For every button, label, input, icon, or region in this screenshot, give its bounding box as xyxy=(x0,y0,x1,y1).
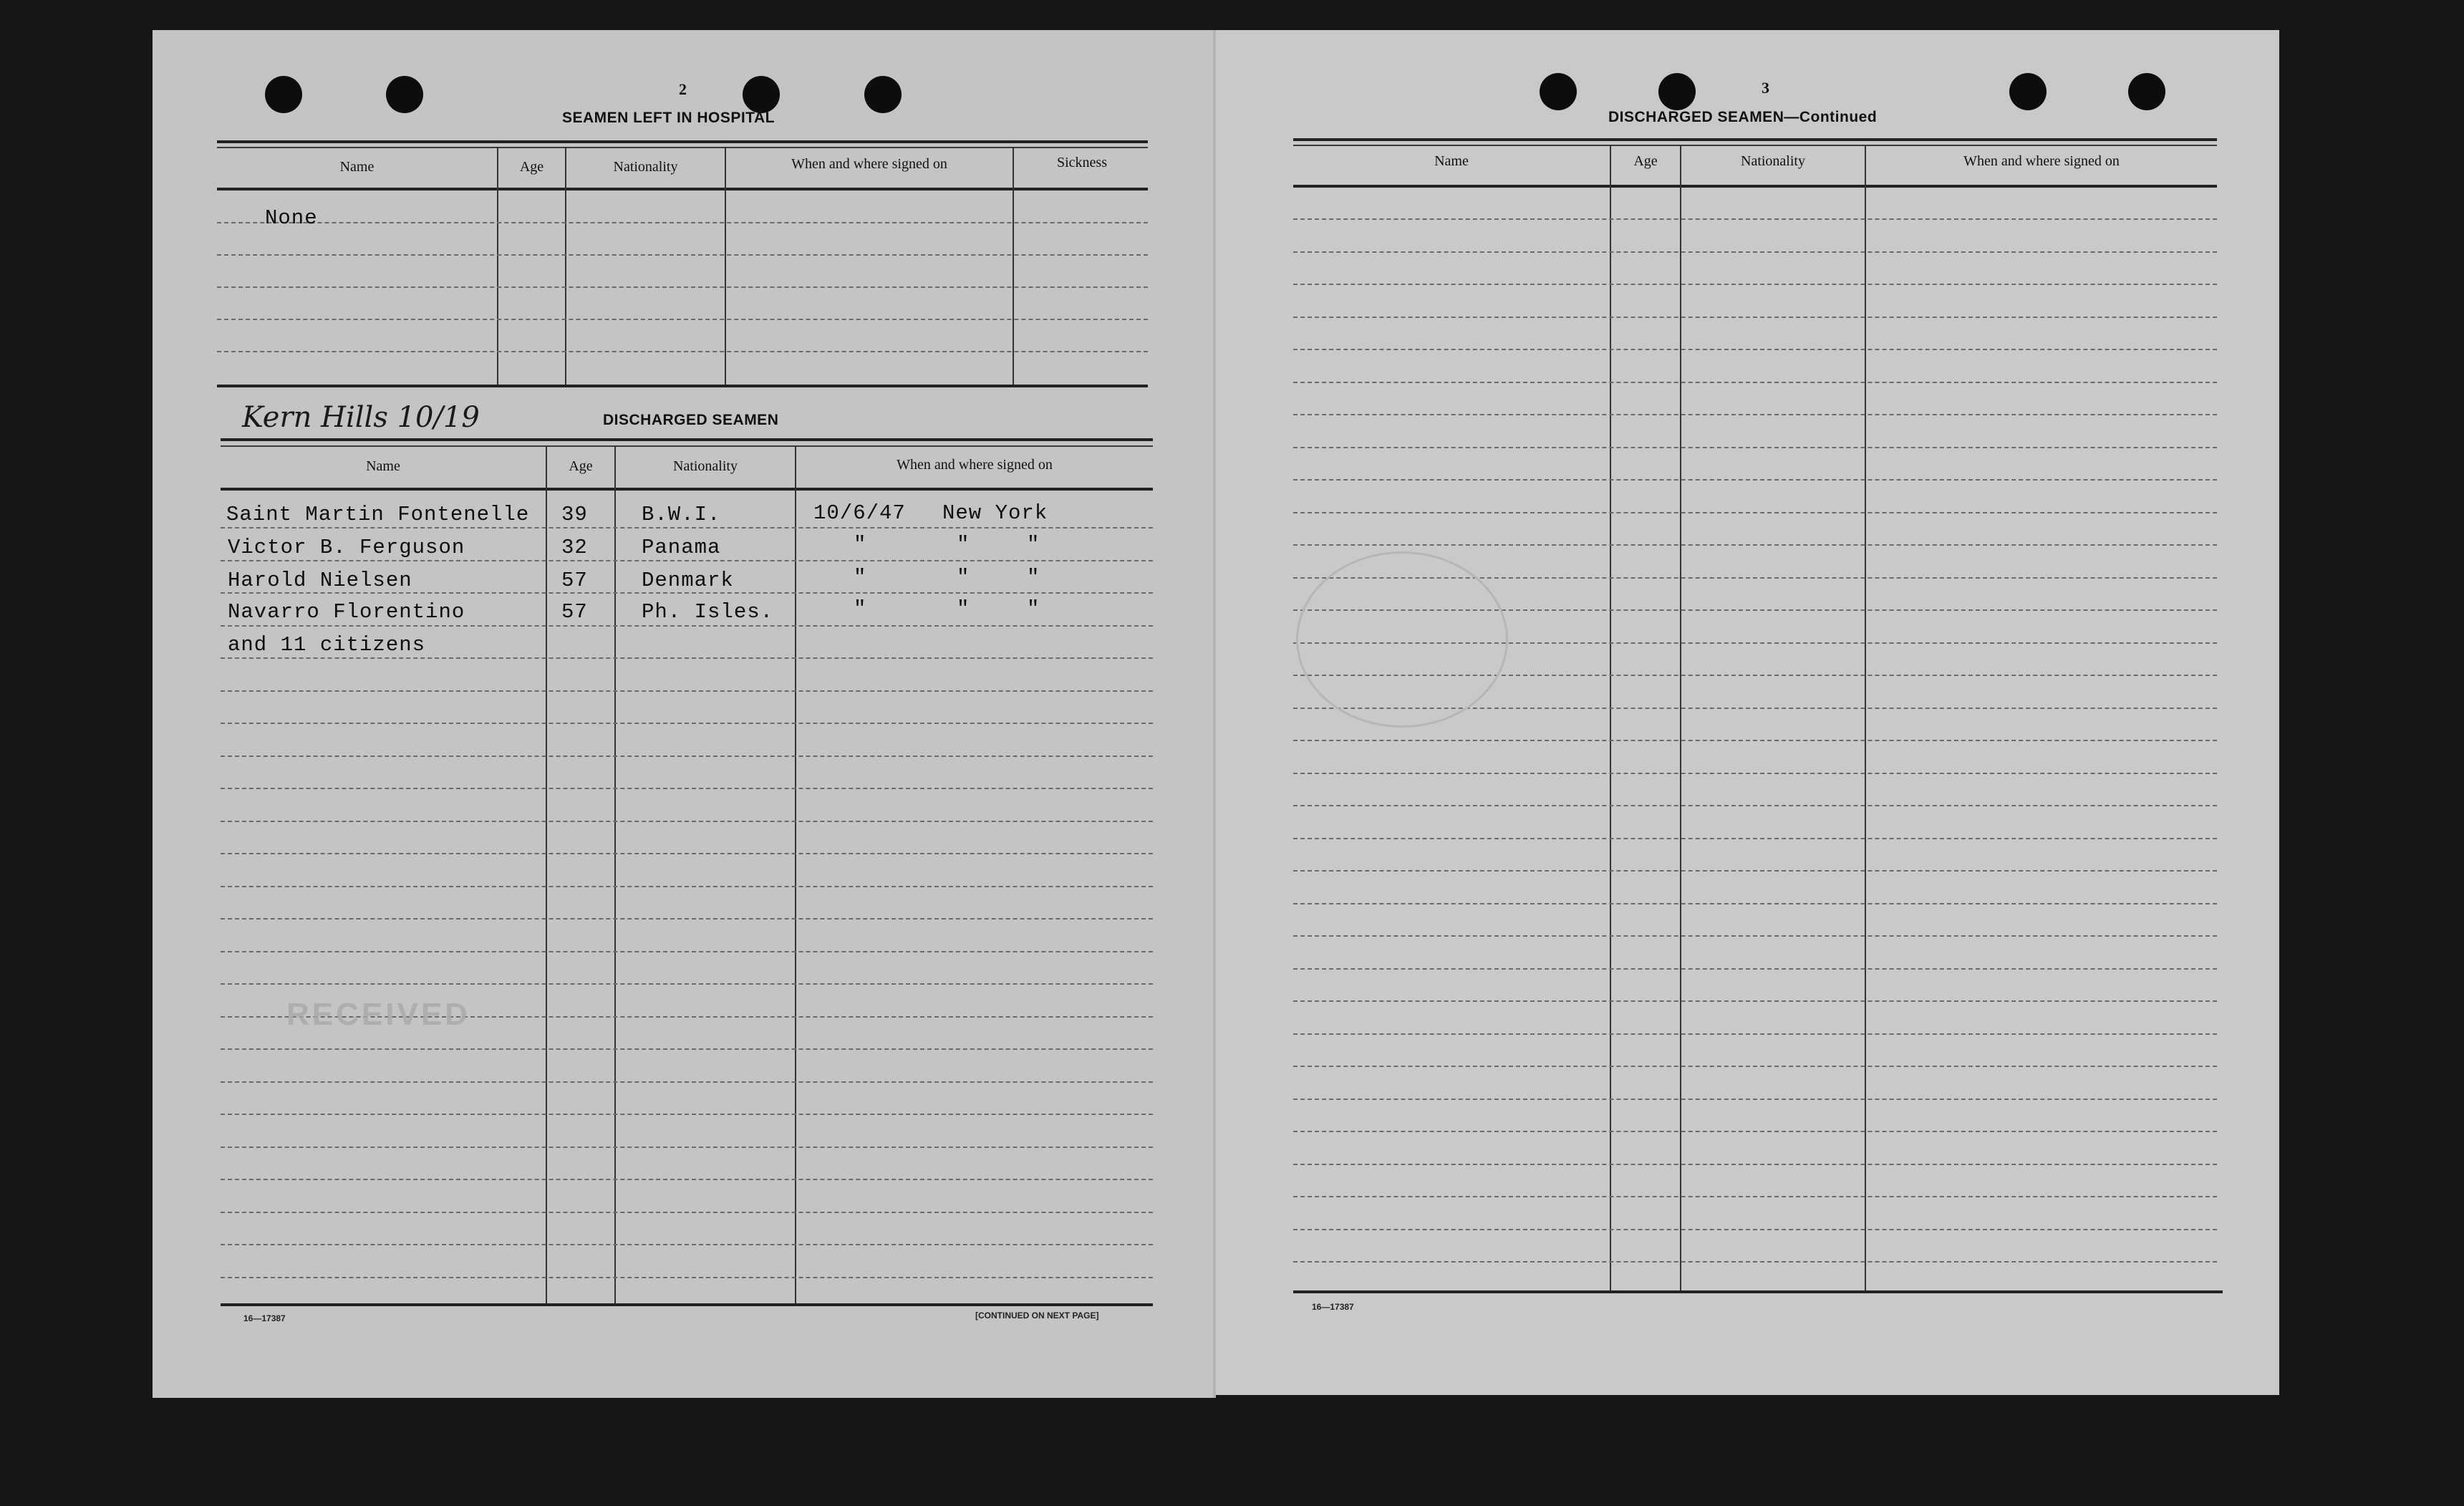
ruled-line xyxy=(221,918,1153,919)
ruled-line xyxy=(221,625,1153,627)
ruled-line xyxy=(1293,512,2217,513)
ruled-line xyxy=(1293,349,2217,350)
ruled-line xyxy=(1293,218,2217,220)
ruled-line xyxy=(221,756,1153,757)
ruled-line xyxy=(1293,1164,2217,1165)
col-header-name: Name xyxy=(1434,153,1469,169)
col-header-nationality: Nationality xyxy=(1741,153,1805,169)
punch-hole xyxy=(1540,73,1577,110)
col-header-signed-on: When and where signed on xyxy=(791,156,947,172)
punch-hole xyxy=(386,76,423,113)
ruled-line xyxy=(221,1212,1153,1213)
col-header-sickness: Sickness xyxy=(1057,155,1107,170)
table-row: Harold Nielsen xyxy=(228,569,412,592)
handwritten-annotation: Kern Hills 10/19 xyxy=(242,401,480,434)
ruled-line xyxy=(1293,838,2217,839)
ruled-line xyxy=(1293,935,2217,937)
ruled-line xyxy=(1293,414,2217,415)
left-page xyxy=(153,30,1214,1398)
ruled-line xyxy=(221,657,1153,659)
table-row: " xyxy=(957,566,970,589)
ruled-line xyxy=(1293,1261,2217,1263)
ruled-line xyxy=(1293,1099,2217,1100)
page-number: 3 xyxy=(1762,79,1769,97)
col-header-age: Age xyxy=(1633,153,1658,169)
ruled-line xyxy=(221,560,1153,561)
discharged-continued-title: DISCHARGED SEAMEN—Continued xyxy=(1608,109,1878,125)
table-row: Victor B. Ferguson xyxy=(228,536,465,559)
form-number: 16—17387 xyxy=(1312,1302,1354,1312)
ruled-line xyxy=(221,951,1153,952)
ruled-line xyxy=(1293,1131,2217,1132)
ruled-line xyxy=(1293,317,2217,318)
ruled-line xyxy=(1293,1000,2217,1002)
col-header-nationality: Nationality xyxy=(613,159,678,175)
ruled-line xyxy=(221,886,1153,887)
hospital-entry-none: None xyxy=(265,206,318,230)
punch-hole xyxy=(2009,73,2047,110)
col-header-signed-on: When and where signed on xyxy=(1963,153,2120,169)
table-row: Ph. Isles. xyxy=(642,600,774,624)
ruled-line xyxy=(1293,870,2217,872)
table-row: Denmark xyxy=(642,569,734,592)
ruled-line xyxy=(221,1277,1153,1278)
form-number: 16—17387 xyxy=(243,1313,286,1323)
col-header-nationality: Nationality xyxy=(673,458,738,474)
col-header-age: Age xyxy=(569,458,593,474)
ruled-line xyxy=(1293,544,2217,546)
ruled-line xyxy=(1293,805,2217,806)
ruled-line xyxy=(221,1048,1153,1050)
ruled-line xyxy=(1293,903,2217,904)
page-fold xyxy=(1213,30,1216,1398)
ruled-line xyxy=(1293,968,2217,970)
ruled-line xyxy=(1293,382,2217,383)
ruled-line xyxy=(221,1114,1153,1115)
table-row: " xyxy=(1027,533,1040,556)
col-header-age: Age xyxy=(519,159,544,175)
punch-hole xyxy=(265,76,302,113)
table-row: " xyxy=(854,597,867,621)
ruled-line xyxy=(1293,773,2217,774)
punch-hole xyxy=(864,76,902,113)
page-number: 2 xyxy=(679,80,687,98)
ruled-line xyxy=(221,1081,1153,1083)
table-row: 10/6/47 xyxy=(813,501,906,525)
hospital-section-title: SEAMEN LEFT IN HOSPITAL xyxy=(562,110,775,126)
ruled-line xyxy=(1293,447,2217,448)
ruled-line xyxy=(1293,1196,2217,1197)
table-row: " xyxy=(957,533,970,556)
table-row: Navarro Florentino xyxy=(228,600,465,624)
continued-note: [CONTINUED ON NEXT PAGE] xyxy=(975,1310,1099,1321)
col-header-name: Name xyxy=(339,159,375,175)
ruled-line xyxy=(1293,1033,2217,1035)
ruled-line xyxy=(1293,1066,2217,1067)
ruled-line xyxy=(1293,1229,2217,1230)
ruled-line xyxy=(221,1244,1153,1245)
table-row: " xyxy=(854,533,867,556)
table-row: and 11 citizens xyxy=(228,633,426,657)
ruled-line xyxy=(221,527,1153,528)
ruled-line xyxy=(221,690,1153,692)
table-row: B.W.I. xyxy=(642,503,721,526)
ruled-line xyxy=(1293,251,2217,253)
table-row: " xyxy=(1027,597,1040,621)
table-row: " xyxy=(1027,566,1040,589)
faded-seal xyxy=(1296,551,1508,728)
ruled-line xyxy=(221,723,1153,724)
punch-hole xyxy=(1658,73,1696,110)
discharged-section-title: DISCHARGED SEAMEN xyxy=(603,412,779,428)
table-row: 57 xyxy=(561,600,588,624)
ruled-line xyxy=(221,1179,1153,1180)
ruled-line xyxy=(221,1147,1153,1148)
ruled-line xyxy=(221,853,1153,854)
ruled-line xyxy=(1293,740,2217,741)
table-row: " xyxy=(957,597,970,621)
punch-hole xyxy=(743,76,780,113)
col-header-name: Name xyxy=(366,458,400,474)
table-row: Saint Martin Fontenelle xyxy=(226,503,530,526)
punch-hole xyxy=(2128,73,2165,110)
ruled-line xyxy=(221,788,1153,789)
table-row: " xyxy=(854,566,867,589)
table-row: Panama xyxy=(642,536,721,559)
ruled-line xyxy=(1293,284,2217,285)
received-stamp: RECEIVED xyxy=(286,997,470,1032)
table-row: 39 xyxy=(561,503,588,526)
ruled-line xyxy=(221,983,1153,985)
ruled-line xyxy=(221,821,1153,822)
ruled-line xyxy=(1293,479,2217,481)
table-row: 57 xyxy=(561,569,588,592)
table-row: 32 xyxy=(561,536,588,559)
col-header-signed-on: When and where signed on xyxy=(897,457,1053,473)
ruled-line xyxy=(221,592,1153,594)
table-row: New York xyxy=(942,501,1048,525)
